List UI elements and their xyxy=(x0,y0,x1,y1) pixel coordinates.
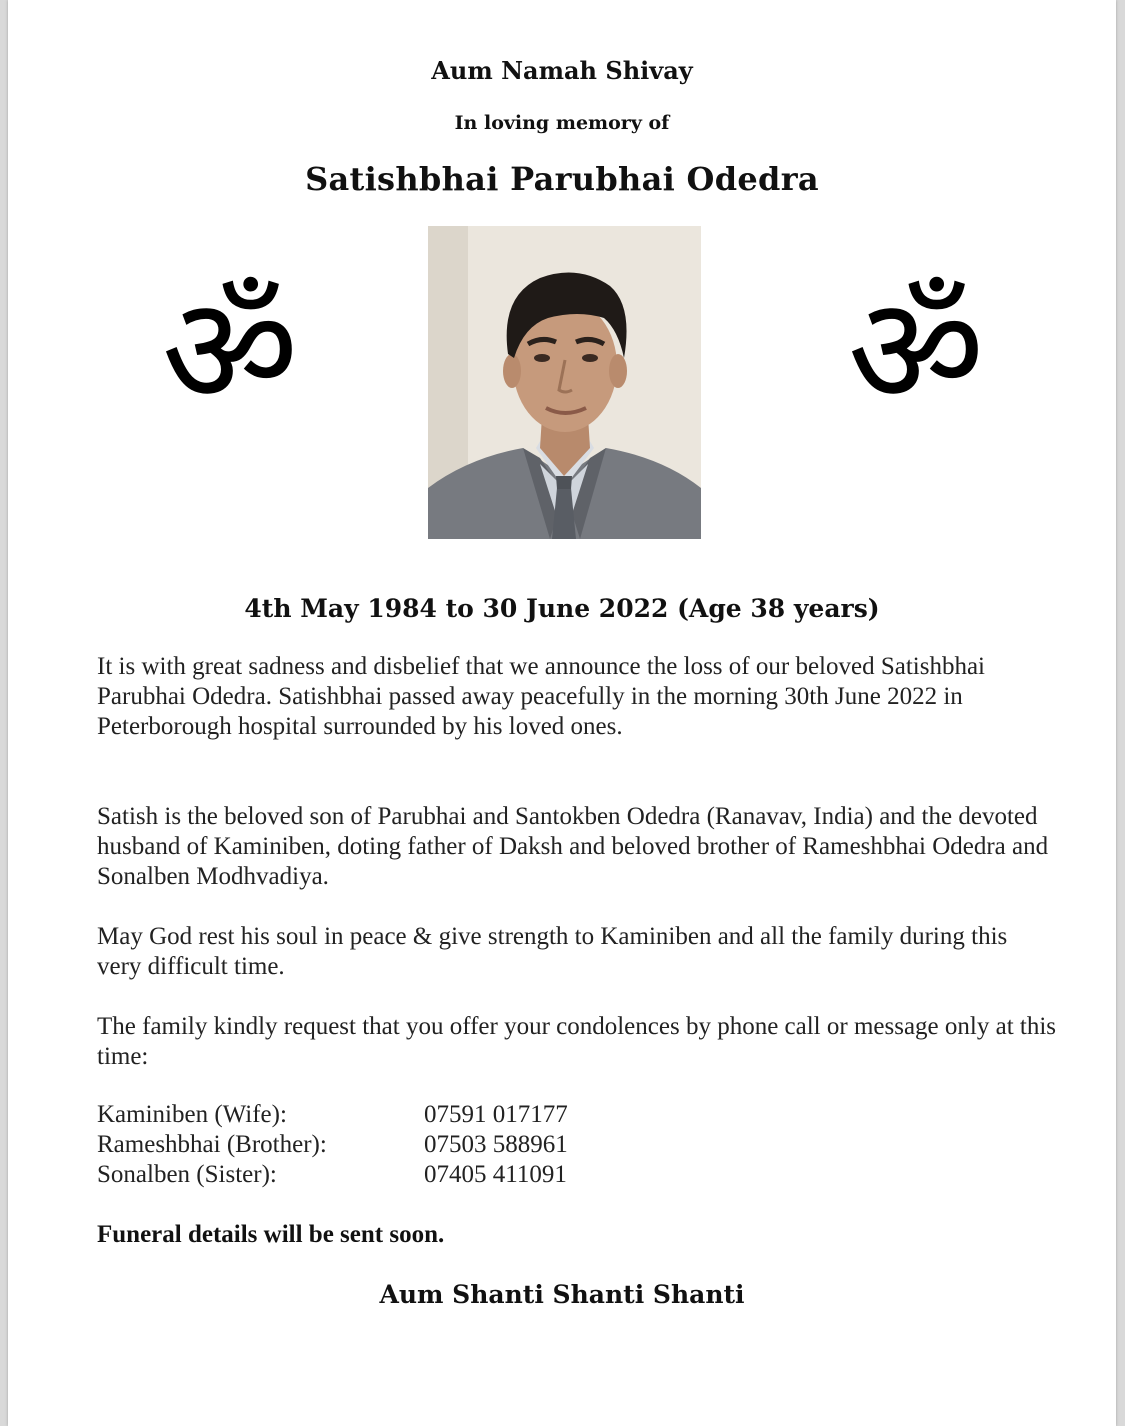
contact-name: Sonalben (Sister): xyxy=(97,1161,277,1188)
contact-name: Kaminiben (Wife): xyxy=(97,1101,287,1128)
contact-name: Rameshbhai (Brother): xyxy=(97,1131,327,1158)
closing-blessing: Aum Shanti Shanti Shanti xyxy=(379,1280,745,1309)
prayer-paragraph: May God rest his soul in peace & give strength to Kaminiben and all the family during this very difficult time. xyxy=(97,923,1008,980)
family-paragraph: Satish is the beloved son of Parubhai and Santokben Odedra (Ranavav, India) and the devoted husband of Kaminiben, doting father of Daksh and beloved brother of Rameshbhai Odedra and Sonalben Modhvadiya. xyxy=(97,803,1049,890)
contact-row xyxy=(97,1160,568,1190)
deceased-name: Satishbhai Parubhai Odedra xyxy=(305,160,819,198)
om-symbol-icon: ॐ xyxy=(847,265,985,439)
contact-phone: 07503 588961 xyxy=(424,1131,568,1158)
notice-page xyxy=(8,0,1116,1426)
contact-phone: 07591 017177 xyxy=(424,1101,568,1128)
invocation-heading: Aum Namah Shivay xyxy=(431,56,693,85)
om-symbol-icon: ॐ xyxy=(161,265,299,439)
portrait-photo xyxy=(428,226,701,539)
contact-row xyxy=(97,1130,568,1160)
contact-list xyxy=(97,1100,568,1190)
contact-row xyxy=(97,1100,568,1130)
announcement-paragraph: It is with great sadness and disbelief that we announce the loss of our beloved Satishbhai Parubhai Odedra. Satishbhai passed away peacefully in the morning 30th June 2022 in Peterborough hospital surrounded by his loved ones. xyxy=(97,653,985,740)
funeral-note: Funeral details will be sent soon. xyxy=(97,1221,445,1248)
memory-subheading: In loving memory of xyxy=(454,112,670,134)
condolence-request-paragraph: The family kindly request that you offer your condolences by phone call or message only at this time: xyxy=(97,1013,1057,1070)
portrait-illustration xyxy=(428,226,701,539)
life-dates: 4th May 1984 to 30 June 2022 (Age 38 years) xyxy=(244,594,880,623)
contact-phone: 07405 411091 xyxy=(424,1161,567,1188)
